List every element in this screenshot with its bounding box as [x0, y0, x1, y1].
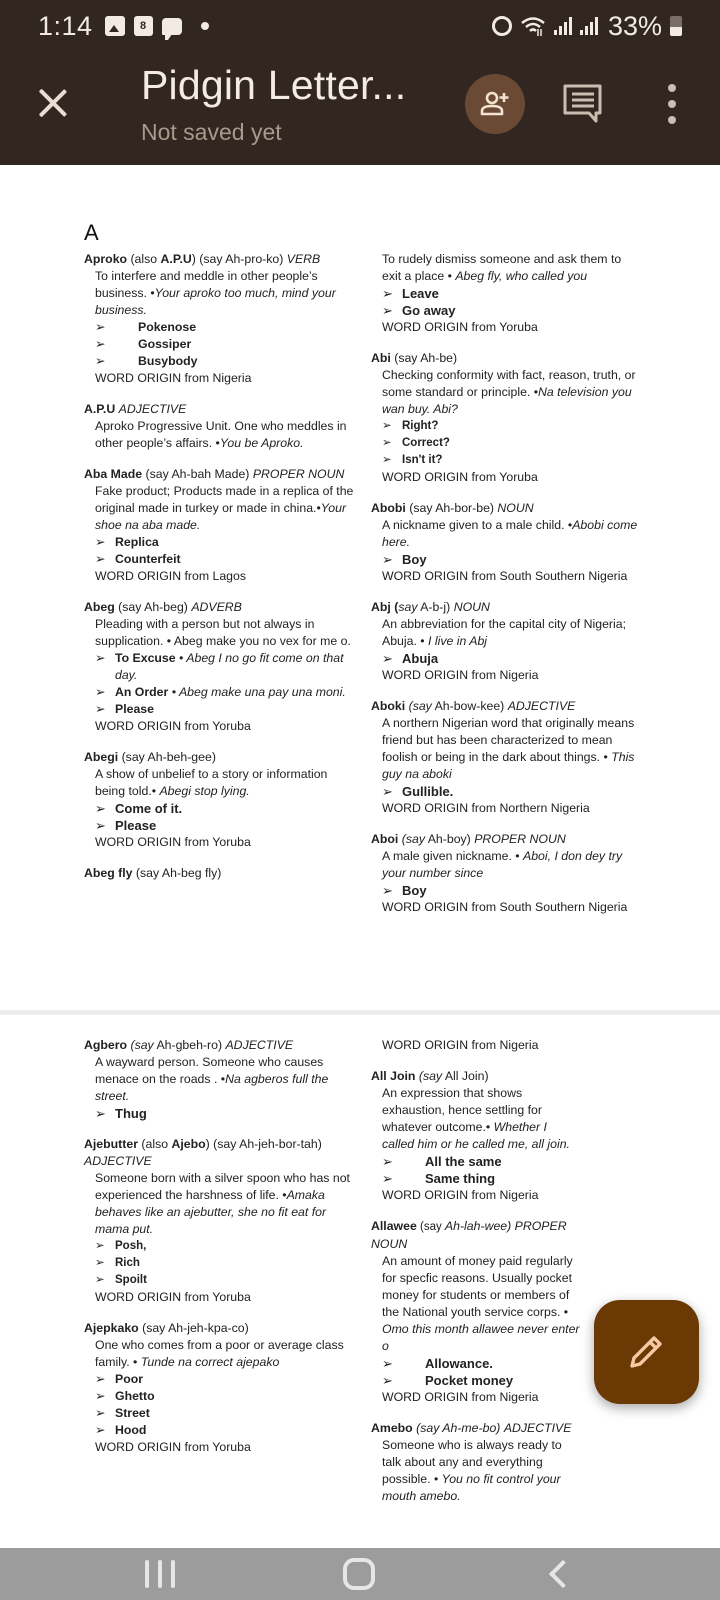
pronunciation: All Join): [442, 1069, 489, 1083]
signal-icon: [554, 17, 572, 35]
dictionary-entry: [84, 251, 354, 387]
synonym: ➢ Hood: [95, 1423, 147, 1437]
headword: Abeg: [84, 600, 115, 614]
part-of-speech: ADJECTIVE: [503, 1421, 572, 1435]
definition: A show of unbelief to a story or information being told.• Abegi stop lying.: [95, 767, 328, 798]
pronunciation: (say Ah-bah Made): [142, 467, 253, 481]
dictionary-entry: Amebo (say Ah-me-bo) ADJECTIVE Someone who is always ready to talk about any and everything possible. • You no fit control your mouth amebo.: [371, 1420, 581, 1505]
more-options-icon[interactable]: [664, 84, 680, 124]
headword: Allawee: [371, 1219, 417, 1233]
synonym: ➢ Posh,: [95, 1240, 147, 1252]
headword: Abobi: [371, 501, 406, 515]
close-icon[interactable]: [30, 80, 76, 126]
synonym: ➢ Go away: [382, 303, 456, 318]
definition: An expression that shows exhaustion, hence settling for whatever outcome.• Whether I called him or he called me, all join.: [382, 1086, 570, 1151]
signal-icon: [580, 17, 598, 35]
example: Aboi, I don dey try your number since: [382, 849, 623, 880]
part-of-speech: ADJECTIVE: [118, 402, 187, 416]
document-page-1[interactable]: [0, 165, 720, 1010]
dictionary-entry: Allawee (say Ah-lah-wee) PROPER NOUN An amount of money paid regularly for specfic reasons. Usually pocket money for students or members of the National youth service corps. • Omo this month allawee never enter o ➢ Allowance. ➢ Pocket money WORD ORIGIN from Nigeria: [371, 1219, 580, 1404]
example: Tunde na correct ajepako: [140, 1355, 280, 1369]
synonym: ➢ Please: [95, 818, 157, 833]
example: Omo this month allawee never enter o: [382, 1322, 580, 1353]
part-of-speech: VERB: [286, 252, 321, 266]
word-origin: WORD ORIGIN from Northern Nigeria: [382, 801, 590, 815]
synonym: ➢ Come of it.: [95, 801, 183, 816]
sense: ➢ An Order • Abeg make una pay una moni.: [95, 685, 346, 699]
synonym: ➢ Pocket money: [382, 1373, 514, 1388]
example: You be Aproko.: [219, 436, 304, 450]
example: Your shoe na aba made.: [95, 501, 347, 532]
comment-icon: [562, 82, 604, 124]
synonym: ➢ All the same: [382, 1154, 502, 1169]
dictionary-entry: [84, 599, 354, 735]
dictionary-entry: [84, 749, 354, 851]
synonym: ➢ Rich: [95, 1257, 140, 1269]
dictionary-entry: [371, 500, 641, 585]
sense: ➢ To Excuse • Abeg I no go fit come on that day.: [95, 651, 344, 682]
word-origin: WORD ORIGIN from South Southern Nigeria: [382, 900, 628, 914]
pronunciation: Ah-bow-kee): [431, 699, 508, 713]
pronunciation: ) (say Ah-jeh-bor-tah): [205, 1137, 322, 1151]
synonym: ➢ Gullible.: [382, 784, 454, 799]
part-of-speech: PROPER NOUN: [371, 1219, 567, 1251]
definition: To interfere and meddle in other people’s business. •Your aproko too much, mind your business.: [95, 269, 336, 317]
dictionary-entry: [371, 350, 641, 486]
calendar-icon: 8: [134, 16, 153, 36]
dictionary-entry: Agbero (say Ah-gbeh-ro) ADJECTIVE A wayward person. Someone who causes menace on the roads . •Na agberos full the street. ➢ Thug: [84, 1037, 354, 1122]
part-of-speech: NOUN: [453, 600, 490, 614]
pronunciation: (say Ah-jeh-kpa-co): [138, 1321, 249, 1335]
example: Amaka behaves like an ajebutter, she no fit eat for mama put.: [95, 1188, 327, 1236]
back-button[interactable]: [549, 1560, 577, 1588]
headword: Ajepkako: [84, 1321, 139, 1335]
pronunciation: Ah-boy): [424, 832, 475, 846]
synonym: ➢ Busybody: [95, 354, 198, 368]
document-title[interactable]: Pidgin Letter...: [141, 62, 407, 108]
pronunciation: Ah-gbeh-ro): [153, 1038, 226, 1052]
word-origin: WORD ORIGIN from Yoruba: [95, 1440, 251, 1454]
synonym: ➢ Gossiper: [95, 337, 192, 351]
part-of-speech: NOUN: [497, 501, 534, 515]
headword: Abj: [371, 600, 391, 614]
definition: An abbreviation for the capital city of Nigeria; Abuja. • I live in Abj: [382, 617, 627, 648]
definition: A male given nickname. • Aboi, I don dey try your number since: [382, 849, 623, 880]
headword: A.P.U: [84, 402, 116, 416]
headword: Agbero: [84, 1038, 128, 1052]
word-origin: WORD ORIGIN from Yoruba: [382, 320, 538, 334]
pronunciation: A-b-j): [417, 600, 454, 614]
add-person-icon: [479, 88, 511, 120]
battery-icon: [670, 16, 682, 36]
also-prefix: (also: [127, 252, 161, 266]
wifi-icon: [520, 15, 546, 37]
headword: Abeg fly: [84, 866, 133, 880]
comment-button[interactable]: [562, 82, 604, 124]
column-right: [371, 1037, 581, 1519]
dot-icon: [201, 22, 209, 30]
synonym: ➢ Right?: [382, 420, 439, 432]
battery-percent: 33%: [607, 10, 662, 41]
pronunciation: (say Ah-beg fly): [132, 866, 222, 880]
part-of-speech: PROPER NOUN: [252, 467, 345, 481]
word-origin: WORD ORIGIN from Nigeria: [382, 1188, 539, 1202]
definition: To rudely dismiss someone and ask them to exit a place • Abeg fly, who called you: [382, 252, 622, 283]
example: Na agberos full the street.: [95, 1072, 329, 1103]
synonym: ➢ Ghetto: [95, 1389, 155, 1403]
example: I live in Abj: [428, 634, 488, 648]
part-of-speech: ADJECTIVE: [507, 699, 576, 713]
word-origin: WORD ORIGIN from Yoruba: [382, 470, 538, 484]
app-bar: [0, 52, 720, 165]
dictionary-entry-continued: [371, 251, 641, 336]
synonym: ➢ Pokenose: [95, 320, 197, 334]
definition: Fake product; Products made in a replica of the original made in turkey or made in china.•Your shoe na aba made.: [95, 484, 354, 532]
sense: ➢ Please: [95, 702, 154, 716]
synonym: ➢ Poor: [95, 1372, 144, 1386]
example: Abegi stop lying.: [159, 784, 250, 798]
headword: Aproko: [84, 252, 128, 266]
dictionary-entry: Aboi (say Ah-boy) PROPER NOUN A male given nickname. • Aboi, I don dey try your number since ➢ Boy WORD ORIGIN from South Southern Nigeria: [371, 831, 641, 916]
headword: Aboki: [371, 699, 406, 713]
headword: Ajebutter: [84, 1137, 138, 1151]
example: Your aproko too much, mind your business.: [95, 286, 336, 317]
part-of-speech: ADVERB: [191, 600, 242, 614]
image-icon: [105, 16, 125, 36]
pencil-icon: [626, 1332, 666, 1372]
part-of-speech: ADJECTIVE: [84, 1154, 152, 1168]
synonym: ➢ Spoilt: [95, 1274, 147, 1286]
alarm-icon: [492, 16, 512, 36]
headword: Aba Made: [84, 467, 143, 481]
word-origin: WORD ORIGIN from Nigeria: [382, 1390, 539, 1404]
pronunciation: ) (say Ah-pro-ko): [191, 252, 287, 266]
dictionary-entry: [84, 865, 354, 882]
column-left: [84, 1037, 354, 1470]
headword: Aboi: [371, 832, 399, 846]
edit-button[interactable]: [594, 1300, 699, 1404]
dictionary-entry: Aboki (say Ah-bow-kee) ADJECTIVE A northern Nigerian word that originally means friend but has been characterized to mean foolish or being in the dark about things. • This guy na aboki ➢ Gullible. WORD ORIGIN from Northern Nigeria: [371, 698, 641, 817]
definition: Someone born with a silver spoon who has not experienced the harshness of life. •Amaka behaves like an ajebutter, she no fit eat for mama put.: [95, 1171, 350, 1236]
example: Whether I called him or he called me, all join.: [382, 1120, 570, 1151]
synonym: ➢ Leave: [382, 286, 439, 301]
dictionary-entry: Abj (say A-b-j) NOUN An abbreviation for the capital city of Nigeria; Abuja. • I live in Abj ➢ Abuja WORD ORIGIN from Nigeria: [371, 599, 641, 684]
example: Abeg fly, who called you: [455, 269, 588, 283]
save-status: Not saved yet: [141, 119, 282, 145]
headword: Abi: [371, 351, 391, 365]
definition: An amount of money paid regularly for specfic reasons. Usually pocket money for students or members of the National youth service corps. • Omo this month allawee never enter o: [382, 1254, 580, 1353]
word-origin: WORD ORIGIN from Yoruba: [95, 719, 251, 733]
part-of-speech: ADJECTIVE: [225, 1038, 294, 1052]
headword: Amebo: [371, 1421, 413, 1435]
dictionary-entry-continued: [371, 1037, 581, 1054]
example: Na television you wan buy. Abi?: [382, 385, 632, 416]
word-origin: WORD ORIGIN from Nigeria: [95, 371, 252, 385]
synonym: ➢ Isn't it?: [382, 454, 443, 466]
definition: Aproko Progressive Unit. One who meddles in other people’s affairs. •You be Aproko.: [95, 419, 347, 450]
definition: Someone who is always ready to talk about any and everything possible. • You no fit control your mouth amebo.: [382, 1438, 562, 1503]
definition: Checking conformity with fact, reason, truth, or some standard or principle. •Na television you wan buy. Abi?: [382, 368, 636, 416]
synonym: ➢ Thug: [95, 1106, 147, 1121]
word-origin: WORD ORIGIN from Yoruba: [95, 1290, 251, 1304]
definition: A wayward person. Someone who causes menace on the roads . •Na agberos full the street.: [95, 1055, 329, 1103]
dictionary-entry: Ajebutter (also Ajebo) (say Ah-jeh-bor-tah) ADJECTIVE Someone born with a silver spoon who has not experienced the harshness of life. •Amaka behaves like an ajebutter, she no fit eat for mama put. ➢ Posh, ➢ Rich ➢ Spoilt WORD ORIGIN from Yoruba: [84, 1136, 354, 1306]
dictionary-entry: All Join (say All Join) An expression that shows exhaustion, hence settling for whatever outcome.• Whether I called him or he called me, all join. ➢ All the same ➢ Same thing WORD ORIGIN from Nigeria: [371, 1068, 581, 1204]
headword: All Join: [371, 1069, 416, 1083]
section-heading: A: [84, 220, 99, 245]
pronunciation: (say Ah-beh-gee): [118, 750, 216, 764]
synonym: ➢ Counterfeit: [95, 552, 181, 566]
column-left: [84, 251, 354, 896]
pronunciation: (say Ah-beg): [114, 600, 192, 614]
example: This guy na aboki: [382, 750, 635, 781]
synonym: ➢ Boy: [382, 883, 427, 898]
word-origin: WORD ORIGIN from South Southern Nigeria: [382, 569, 628, 583]
example: Abobi come here.: [382, 518, 638, 549]
definition: A nickname given to a male child. •Abobi come here.: [382, 518, 638, 549]
message-icon: [162, 18, 182, 35]
status-bar: [0, 0, 720, 52]
word-origin: WORD ORIGIN from Lagos: [95, 569, 247, 583]
synonym: ➢ Boy: [382, 552, 427, 567]
synonym: ➢ Abuja: [382, 651, 439, 666]
definition: A northern Nigerian word that originally means friend but has been characterized to mean foolish or being in the dark about things. • This guy na aboki: [382, 716, 635, 781]
recent-apps-button[interactable]: [145, 1560, 175, 1588]
alternate-headword: Ajebo: [171, 1137, 206, 1151]
synonym: ➢ Replica: [95, 535, 159, 549]
definition: Pleading with a person but not always in supplication. • Abeg make you no vex for me o.: [95, 617, 351, 648]
synonym: ➢ Correct?: [382, 437, 450, 449]
share-button[interactable]: [465, 74, 525, 134]
status-time: 1:14: [38, 10, 93, 41]
word-origin: WORD ORIGIN from Nigeria: [382, 1038, 539, 1052]
synonym: ➢ Same thing: [382, 1171, 496, 1186]
dictionary-entry: [84, 1320, 354, 1456]
pronunciation: (say Ah-be): [390, 351, 458, 365]
synonym: ➢ Street: [95, 1406, 150, 1420]
pronunciation: (say Ah-bor-be): [405, 501, 498, 515]
word-origin: WORD ORIGIN from Nigeria: [382, 668, 539, 682]
system-nav-bar: [0, 1548, 720, 1600]
example: You no fit control your mouth amebo.: [382, 1472, 561, 1503]
home-button[interactable]: [343, 1558, 375, 1590]
word-origin: WORD ORIGIN from Yoruba: [95, 835, 251, 849]
part-of-speech: PROPER NOUN: [474, 832, 566, 846]
synonym: ➢ Allowance.: [382, 1356, 493, 1371]
headword: Abegi: [84, 750, 119, 764]
dictionary-entry: [84, 466, 354, 585]
column-right: [371, 251, 641, 930]
dictionary-entry: [84, 401, 354, 452]
definition: One who comes from a poor or average class family. • Tunde na correct ajepako: [95, 1338, 344, 1369]
alternate-headword: A.P.U: [160, 252, 192, 266]
